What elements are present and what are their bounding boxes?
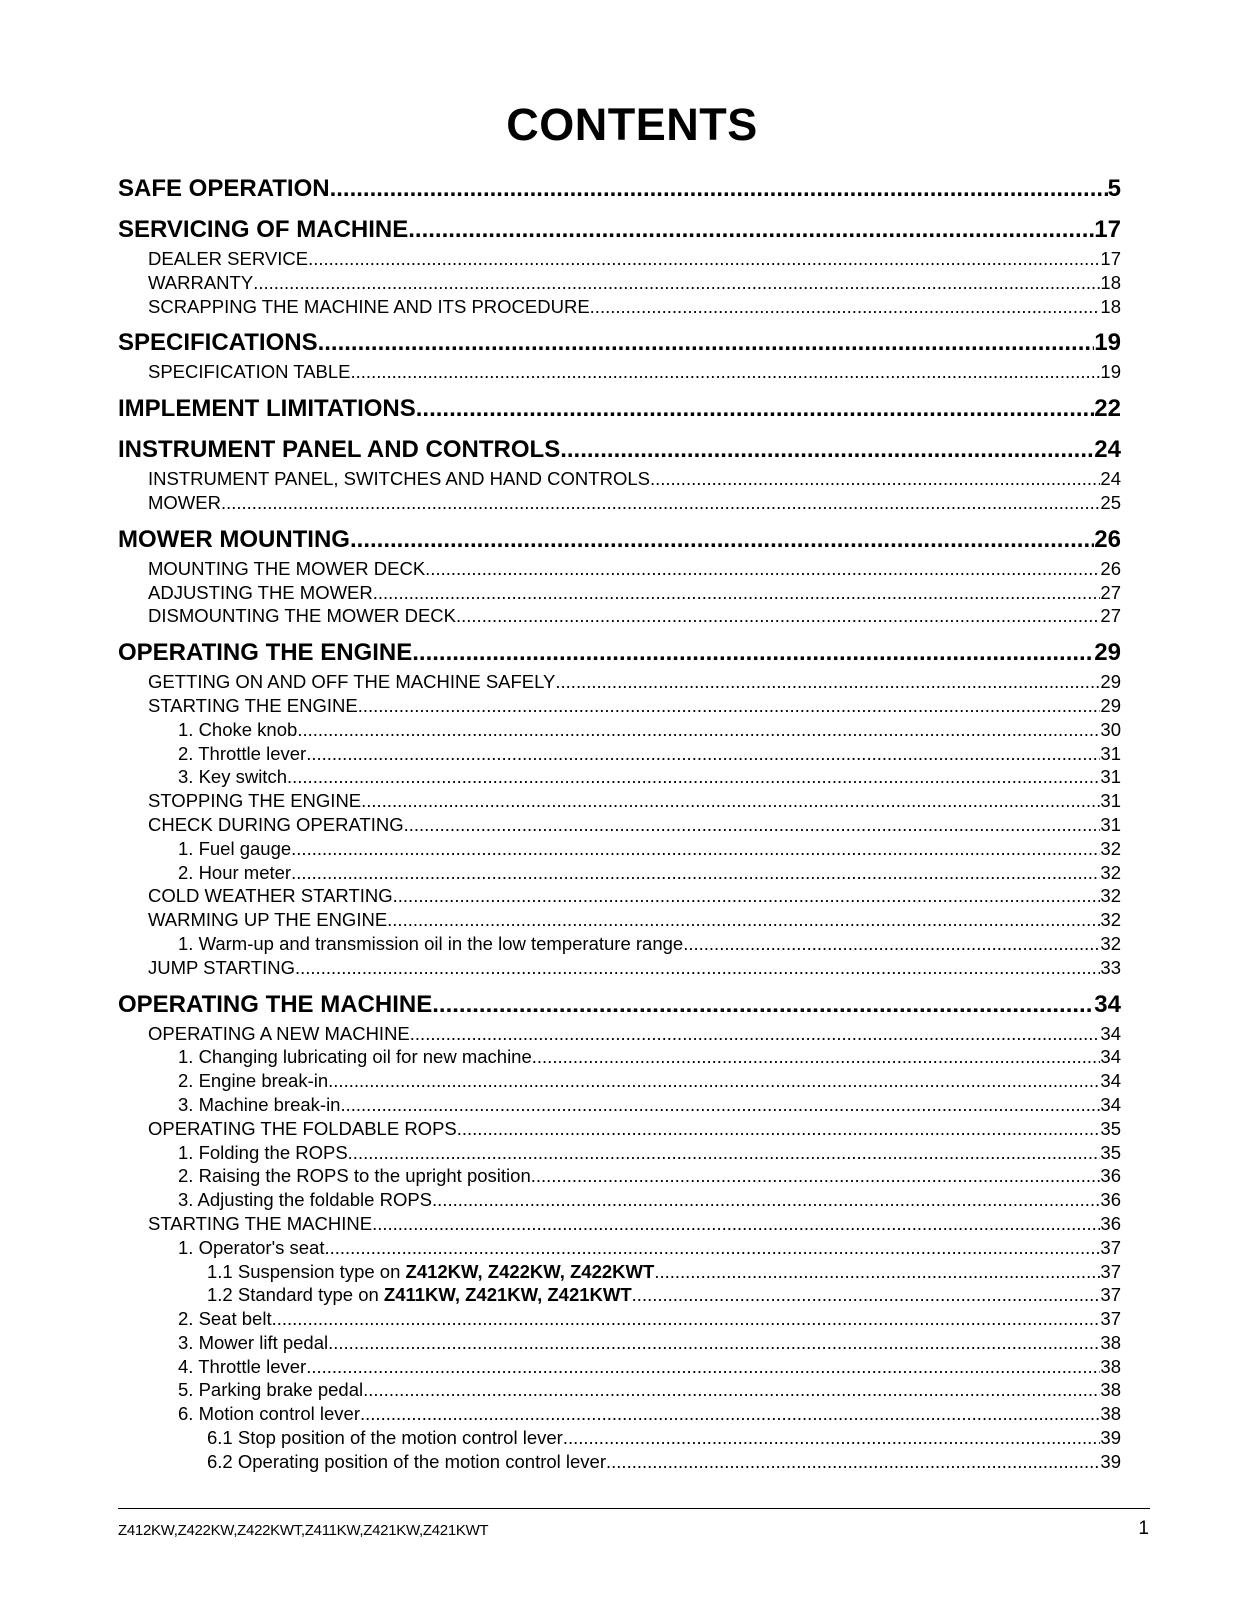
toc-entry-title: WARRANTY bbox=[148, 271, 254, 293]
dot-leader bbox=[412, 636, 1094, 669]
toc-entry-title: 1. Folding the ROPS bbox=[178, 1141, 348, 1163]
toc-entry-title: DEALER SERVICE bbox=[148, 248, 309, 269]
toc-entry-title: OPERATING A NEW MACHINE bbox=[148, 1022, 410, 1044]
toc-entry-label bbox=[207, 1450, 606, 1474]
toc-entry-title: OPERATING THE MACHINE bbox=[118, 990, 433, 1018]
toc-entry-label bbox=[148, 271, 253, 295]
dot-leader bbox=[590, 295, 1101, 319]
toc-entry[interactable] bbox=[118, 789, 1121, 813]
toc-entry-title: 4. Throttle lever bbox=[178, 1355, 307, 1377]
toc-entry-page: 34 bbox=[1100, 1046, 1121, 1068]
toc-entry-label bbox=[148, 884, 393, 908]
toc-entry-label bbox=[178, 1188, 432, 1212]
dot-leader bbox=[373, 581, 1101, 605]
table-of-contents bbox=[118, 172, 1121, 1474]
toc-entry-page: 25 bbox=[1100, 491, 1121, 513]
toc-entry-label bbox=[148, 467, 650, 491]
toc-entry-title: 6. Motion control lever bbox=[178, 1403, 361, 1425]
toc-entry-page: 37 bbox=[1100, 1260, 1121, 1282]
toc-entry-title: MOUNTING THE MOWER DECK bbox=[148, 557, 426, 579]
toc-entry[interactable] bbox=[118, 1022, 1121, 1046]
toc-entry-label bbox=[148, 1022, 410, 1046]
toc-entry-label bbox=[118, 213, 408, 246]
toc-entry-page: 34 bbox=[1094, 990, 1121, 1018]
toc-entry-title: JUMP STARTING bbox=[148, 956, 295, 978]
toc-entry-page: 34 bbox=[1100, 1070, 1121, 1092]
toc-entry-page: 29 bbox=[1094, 639, 1121, 667]
toc-entry-label bbox=[148, 813, 404, 837]
toc-entry-page: 38 bbox=[1100, 1331, 1121, 1353]
dot-leader bbox=[328, 1069, 1100, 1093]
toc-entry-page: 37 bbox=[1100, 1284, 1121, 1306]
toc-entry[interactable] bbox=[118, 1355, 1121, 1379]
dot-leader bbox=[306, 742, 1100, 766]
toc-entry-title: DISMOUNTING THE MOWER DECK bbox=[148, 605, 456, 627]
dot-leader bbox=[306, 1355, 1100, 1379]
toc-entry-title: SCRAPPING THE MACHINE AND ITS PROCEDURE bbox=[148, 295, 590, 317]
dot-leader bbox=[351, 360, 1101, 384]
toc-entry[interactable] bbox=[118, 581, 1121, 605]
toc-entry-page: 18 bbox=[1100, 271, 1121, 293]
dot-leader bbox=[650, 467, 1100, 491]
toc-entry[interactable] bbox=[118, 932, 1121, 956]
toc-entry-label bbox=[178, 1236, 324, 1260]
toc-entry-label bbox=[148, 360, 351, 384]
dot-leader bbox=[432, 988, 1094, 1021]
toc-entry-label bbox=[178, 1164, 531, 1188]
toc-section-entry[interactable] bbox=[118, 433, 1121, 466]
toc-entry-page: 31 bbox=[1100, 790, 1121, 812]
toc-entry[interactable] bbox=[118, 908, 1121, 932]
toc-entry-page: 34 bbox=[1100, 1022, 1121, 1044]
toc-entry[interactable] bbox=[118, 1450, 1121, 1474]
toc-entry[interactable] bbox=[118, 1331, 1121, 1355]
dot-leader bbox=[563, 1426, 1101, 1450]
toc-entry[interactable] bbox=[118, 1164, 1121, 1188]
toc-entry-label bbox=[178, 1355, 306, 1379]
toc-entry[interactable] bbox=[118, 765, 1121, 789]
toc-entry[interactable] bbox=[118, 1378, 1121, 1402]
toc-entry-title: SPECIFICATION TABLE bbox=[148, 361, 351, 383]
toc-entry-page: 19 bbox=[1100, 361, 1121, 383]
dot-leader bbox=[408, 213, 1094, 246]
toc-entry-title: 2. Hour meter bbox=[178, 861, 292, 883]
toc-entry[interactable] bbox=[118, 861, 1121, 885]
toc-entry-page: 31 bbox=[1100, 813, 1121, 835]
toc-entry-label bbox=[148, 1212, 372, 1236]
toc-entry[interactable] bbox=[118, 1141, 1121, 1165]
toc-entry[interactable] bbox=[118, 1093, 1121, 1117]
dot-leader bbox=[318, 326, 1095, 359]
toc-entry[interactable] bbox=[118, 718, 1121, 742]
toc-entry-label bbox=[178, 1402, 360, 1426]
toc-entry-page: 36 bbox=[1100, 1165, 1121, 1187]
toc-entry[interactable] bbox=[118, 1426, 1121, 1450]
dot-leader bbox=[410, 1022, 1101, 1046]
toc-entry[interactable] bbox=[118, 1212, 1121, 1236]
toc-entry-page: 26 bbox=[1094, 525, 1121, 553]
toc-entry-title: SAFE OPERATION bbox=[118, 175, 330, 202]
toc-entry-page: 5 bbox=[1107, 175, 1121, 202]
dot-leader bbox=[393, 884, 1101, 908]
toc-entry[interactable] bbox=[118, 295, 1121, 319]
dot-leader bbox=[295, 956, 1100, 980]
toc-entry-title: OPERATING THE FOLDABLE ROPS bbox=[148, 1117, 457, 1139]
toc-entry-label bbox=[178, 837, 291, 861]
toc-entry-label bbox=[178, 765, 287, 789]
toc-entry-title: COLD WEATHER STARTING bbox=[148, 885, 393, 907]
toc-entry-page: 19 bbox=[1094, 329, 1121, 357]
toc-entry-label bbox=[118, 523, 350, 556]
toc-section-entry[interactable] bbox=[118, 213, 1121, 246]
toc-entry-page: 36 bbox=[1100, 1189, 1121, 1211]
toc-entry[interactable] bbox=[118, 884, 1121, 908]
dot-leader bbox=[361, 789, 1100, 813]
toc-entry-page: 35 bbox=[1100, 1117, 1121, 1139]
toc-entry[interactable] bbox=[118, 1402, 1121, 1426]
toc-entry-title: 2. Seat belt bbox=[178, 1308, 272, 1330]
toc-entry-page: 38 bbox=[1100, 1403, 1121, 1425]
dot-leader bbox=[632, 1283, 1101, 1307]
dot-leader bbox=[221, 491, 1100, 515]
toc-entry-label bbox=[178, 1141, 348, 1165]
toc-entry-label bbox=[118, 636, 412, 669]
toc-entry[interactable] bbox=[118, 557, 1121, 581]
toc-entry-title: WARMING UP THE ENGINE bbox=[148, 909, 388, 931]
toc-entry-page: 39 bbox=[1100, 1450, 1121, 1472]
toc-entry-label bbox=[148, 604, 456, 628]
dot-leader bbox=[291, 837, 1100, 861]
toc-entry-title: 6.2 Operating position of the motion control lever bbox=[207, 1450, 607, 1472]
toc-entry-label bbox=[118, 172, 330, 205]
toc-entry-title: SPECIFICATIONS bbox=[118, 329, 318, 357]
toc-entry-title: MOWER bbox=[148, 491, 221, 513]
toc-section-entry[interactable] bbox=[118, 392, 1121, 425]
dot-leader bbox=[340, 1093, 1100, 1117]
toc-entry-label bbox=[118, 988, 432, 1021]
page-title: CONTENTS bbox=[506, 99, 758, 150]
toc-entry-label bbox=[178, 1093, 340, 1117]
toc-entry-label bbox=[178, 1307, 272, 1331]
dot-leader bbox=[253, 271, 1100, 295]
dot-leader bbox=[272, 1307, 1101, 1331]
dot-leader bbox=[360, 1402, 1100, 1426]
footer-models: Z412KW,Z422KW,Z422KWT,Z411KW,Z421KW,Z421KWT bbox=[118, 1522, 489, 1539]
toc-entry[interactable] bbox=[118, 491, 1121, 515]
dot-leader bbox=[348, 1141, 1101, 1165]
toc-entry[interactable] bbox=[118, 670, 1121, 694]
toc-entry-title: SERVICING OF MACHINE bbox=[118, 216, 409, 243]
dot-leader bbox=[363, 1378, 1100, 1402]
toc-entry[interactable] bbox=[118, 1045, 1121, 1069]
dot-leader bbox=[372, 1212, 1100, 1236]
toc-entry-label bbox=[148, 789, 361, 813]
toc-entry-page: 34 bbox=[1100, 1093, 1121, 1115]
dot-leader bbox=[324, 1236, 1100, 1260]
toc-entry-label bbox=[118, 326, 318, 359]
dot-leader bbox=[654, 1260, 1100, 1284]
toc-entry[interactable] bbox=[118, 1307, 1121, 1331]
toc-entry-label bbox=[178, 932, 683, 956]
toc-entry-label bbox=[207, 1426, 563, 1450]
toc-entry-title: 1. Operator's seat bbox=[178, 1236, 325, 1258]
toc-entry-page: 37 bbox=[1100, 1236, 1121, 1258]
toc-entry[interactable] bbox=[118, 1117, 1121, 1141]
dot-leader bbox=[358, 694, 1101, 718]
toc-entry-label bbox=[178, 742, 306, 766]
toc-entry[interactable] bbox=[118, 1069, 1121, 1093]
toc-entry-page: 17 bbox=[1100, 248, 1121, 269]
toc-entry[interactable] bbox=[118, 360, 1121, 384]
toc-entry-title: STOPPING THE ENGINE bbox=[148, 790, 362, 812]
toc-entry[interactable] bbox=[118, 1283, 1121, 1307]
dot-leader bbox=[328, 1331, 1100, 1355]
toc-entry-title: 1.2 Standard type on bbox=[207, 1284, 384, 1306]
toc-entry[interactable] bbox=[118, 604, 1121, 628]
toc-entry-models: Z411KW, Z421KW, Z421KWT bbox=[383, 1284, 632, 1306]
toc-entry-page: 32 bbox=[1100, 837, 1121, 859]
toc-entry[interactable] bbox=[118, 1260, 1121, 1284]
toc-entry-title: 2. Engine break-in bbox=[178, 1070, 329, 1092]
toc-entry-title: 2. Raising the ROPS to the upright position bbox=[178, 1165, 531, 1187]
toc-entry[interactable] bbox=[118, 271, 1121, 295]
toc-entry-page: 35 bbox=[1100, 1141, 1121, 1163]
toc-entry-page: 32 bbox=[1100, 909, 1121, 931]
toc-entry-title: CHECK DURING OPERATING bbox=[148, 813, 404, 835]
toc-entry-page: 32 bbox=[1100, 861, 1121, 883]
toc-entry-label bbox=[178, 1378, 363, 1402]
toc-entry-title: 3. Mower lift pedal bbox=[178, 1331, 329, 1353]
toc-entry-page: 22 bbox=[1094, 395, 1121, 423]
toc-entry-label bbox=[178, 1331, 328, 1355]
toc-entry-page: 32 bbox=[1100, 885, 1121, 907]
toc-entry-label bbox=[148, 491, 221, 515]
toc-entry[interactable] bbox=[118, 742, 1121, 766]
toc-entry-page: 37 bbox=[1100, 1308, 1121, 1330]
toc-entry[interactable] bbox=[118, 1188, 1121, 1212]
toc-entry-title: 1. Fuel gauge bbox=[178, 837, 292, 859]
toc-entry-title: 1. Choke knob bbox=[178, 718, 298, 740]
toc-entry[interactable] bbox=[118, 956, 1121, 980]
toc-entry-label bbox=[178, 718, 297, 742]
toc-entry-page: 27 bbox=[1100, 581, 1121, 603]
toc-entry-page: 24 bbox=[1094, 436, 1121, 464]
dot-leader bbox=[606, 1450, 1100, 1474]
toc-entry-label bbox=[148, 295, 590, 319]
toc-section-entry[interactable] bbox=[118, 636, 1121, 669]
toc-entry-page: 17 bbox=[1094, 216, 1121, 243]
toc-entry-page: 26 bbox=[1100, 557, 1121, 579]
toc-entry-label bbox=[178, 861, 291, 885]
toc-entry-label bbox=[148, 908, 387, 932]
dot-leader bbox=[432, 1188, 1100, 1212]
dot-leader bbox=[457, 1117, 1101, 1141]
toc-entry[interactable] bbox=[118, 467, 1121, 491]
toc-entry-title: 6.1 Stop position of the motion control lever bbox=[207, 1427, 563, 1449]
toc-entry-title: IMPLEMENT LIMITATIONS bbox=[118, 395, 416, 423]
dot-leader bbox=[416, 392, 1095, 425]
toc-entry-label bbox=[148, 247, 308, 271]
toc-entry-label bbox=[148, 1117, 457, 1141]
dot-leader bbox=[532, 1045, 1101, 1069]
toc-entry-label bbox=[148, 956, 295, 980]
toc-entry-title: 1. Changing lubricating oil for new machine bbox=[178, 1046, 532, 1068]
toc-entry-label bbox=[148, 581, 373, 605]
toc-entry-page: 30 bbox=[1100, 718, 1121, 740]
toc-entry-page: 32 bbox=[1100, 932, 1121, 954]
dot-leader bbox=[456, 604, 1100, 628]
toc-entry-title: 3. Key switch bbox=[178, 766, 287, 788]
dot-leader bbox=[425, 557, 1100, 581]
toc-entry-label bbox=[178, 1045, 532, 1069]
dot-leader bbox=[330, 172, 1108, 205]
toc-entry-label bbox=[207, 1283, 632, 1307]
toc-section-entry[interactable] bbox=[118, 988, 1121, 1021]
toc-section-entry[interactable] bbox=[118, 326, 1121, 359]
toc-entry-page: 38 bbox=[1100, 1379, 1121, 1401]
toc-entry-title: OPERATING THE ENGINE bbox=[118, 639, 413, 667]
toc-entry-page: 33 bbox=[1100, 956, 1121, 978]
toc-section-entry[interactable] bbox=[118, 523, 1121, 556]
toc-entry-models: Z412KW, Z422KW, Z422KWT bbox=[405, 1260, 655, 1282]
toc-entry[interactable] bbox=[118, 837, 1121, 861]
toc-entry-title: STARTING THE ENGINE bbox=[148, 694, 358, 716]
toc-entry-page: 27 bbox=[1100, 605, 1121, 627]
dot-leader bbox=[387, 908, 1100, 932]
dot-leader bbox=[555, 670, 1100, 694]
toc-entry-label bbox=[148, 557, 425, 581]
toc-entry-label bbox=[178, 1069, 328, 1093]
toc-entry-title: 1.1 Suspension type on bbox=[207, 1260, 406, 1282]
toc-section-entry[interactable] bbox=[118, 172, 1121, 205]
toc-entry[interactable] bbox=[118, 694, 1121, 718]
dot-leader bbox=[404, 813, 1101, 837]
toc-entry-page: 38 bbox=[1100, 1355, 1121, 1377]
footer-page-number: 1 bbox=[1138, 1518, 1149, 1539]
dot-leader bbox=[531, 1164, 1101, 1188]
toc-entry-page: 31 bbox=[1100, 766, 1121, 788]
toc-entry-title: ADJUSTING THE MOWER bbox=[148, 581, 373, 603]
toc-entry-page: 39 bbox=[1100, 1427, 1121, 1449]
toc-entry-title: INSTRUMENT PANEL AND CONTROLS bbox=[118, 436, 561, 464]
toc-entry-page: 29 bbox=[1100, 694, 1121, 716]
toc-entry[interactable] bbox=[118, 1236, 1121, 1260]
toc-entry-page: 18 bbox=[1100, 295, 1121, 317]
dot-leader bbox=[308, 247, 1100, 271]
toc-entry-title: 3. Machine break-in bbox=[178, 1093, 341, 1115]
toc-entry-title: 2. Throttle lever bbox=[178, 742, 307, 764]
toc-entry-page: 24 bbox=[1100, 468, 1121, 490]
toc-entry-title: STARTING THE MACHINE bbox=[148, 1212, 373, 1234]
footer-divider bbox=[118, 1508, 1150, 1509]
dot-leader bbox=[350, 523, 1094, 556]
toc-entry-page: 36 bbox=[1100, 1212, 1121, 1234]
dot-leader bbox=[683, 932, 1100, 956]
dot-leader bbox=[297, 718, 1100, 742]
toc-entry-title: 3. Adjusting the foldable ROPS bbox=[178, 1189, 433, 1211]
dot-leader bbox=[291, 861, 1100, 885]
toc-entry-title: 1. Warm-up and transmission oil in the low temperature range bbox=[178, 932, 684, 954]
dot-leader bbox=[287, 765, 1100, 789]
toc-entry-title: GETTING ON AND OFF THE MACHINE SAFELY bbox=[148, 671, 556, 693]
toc-entry-title: INSTRUMENT PANEL, SWITCHES AND HAND CONTROLS bbox=[148, 468, 650, 490]
toc-entry-title: MOWER MOUNTING bbox=[118, 525, 350, 553]
toc-entry-page: 31 bbox=[1100, 742, 1121, 764]
toc-entry-label bbox=[207, 1260, 654, 1284]
toc-entry[interactable] bbox=[118, 813, 1121, 837]
toc-entry-title: 5. Parking brake pedal bbox=[178, 1379, 364, 1401]
toc-entry-label bbox=[148, 694, 358, 718]
toc-entry-label bbox=[118, 392, 416, 425]
dot-leader bbox=[560, 433, 1094, 466]
toc-entry-page: 29 bbox=[1100, 671, 1121, 693]
toc-entry[interactable] bbox=[118, 247, 1121, 271]
toc-entry-label bbox=[148, 670, 555, 694]
toc-entry-label bbox=[118, 433, 560, 466]
